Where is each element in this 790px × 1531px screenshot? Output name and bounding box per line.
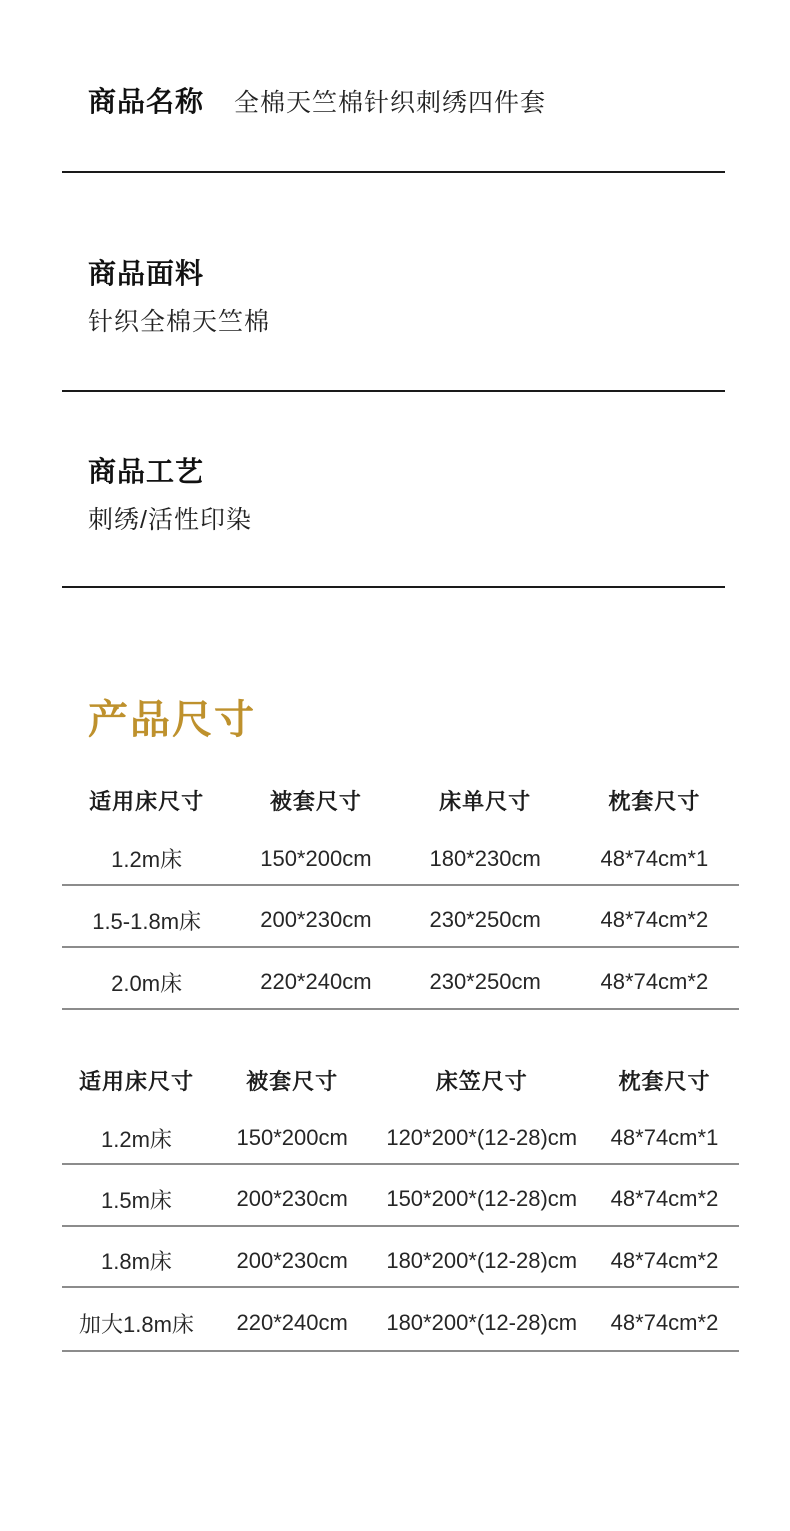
table-cell: 1.5m床 <box>101 1187 172 1213</box>
table-cell: 2.0m床 <box>111 970 183 996</box>
divider <box>62 390 725 392</box>
table-cell: 180*230cm <box>429 845 541 871</box>
table-row <box>62 886 739 948</box>
table-header-cell: 床笠尺寸 <box>435 1068 528 1094</box>
table-header-cell: 适用床尺寸 <box>78 1068 194 1094</box>
table-header-cell: 适用床尺寸 <box>89 788 205 814</box>
table-cell: 48*74cm*2 <box>600 907 709 932</box>
table-cell: 200*230cm <box>260 907 372 932</box>
table-cell: 150*200cm <box>260 845 372 871</box>
table-cell: 180*200*(12-28)cm <box>386 1310 578 1335</box>
table-header-cell: 枕套尺寸 <box>608 788 701 814</box>
table-header-row <box>62 1055 739 1105</box>
table-header-row <box>62 775 739 825</box>
table-cell: 48*74cm*1 <box>600 845 709 871</box>
fabric-label: 商品面料 <box>88 258 205 289</box>
table-cell: 220*240cm <box>260 969 372 994</box>
fabric-value: 针织全棉天竺棉 <box>88 308 271 336</box>
product-name-section <box>88 80 546 120</box>
product-name-value: 全棉天竺棉针织刺绣四件套 <box>234 89 547 117</box>
table-cell: 加大1.8m床 <box>79 1311 194 1337</box>
table-header-cell: 被套尺寸 <box>269 788 362 814</box>
table-cell: 1.2m床 <box>111 847 183 872</box>
size-table-sheet <box>62 775 739 1010</box>
divider <box>62 171 725 173</box>
table-row <box>62 948 739 1010</box>
table-cell: 150*200cm <box>236 1125 348 1150</box>
table-cell: 120*200*(12-28)cm <box>386 1125 578 1150</box>
table-cell: 1.8m床 <box>101 1249 172 1274</box>
table-cell: 1.5-1.8m床 <box>92 908 202 934</box>
craft-label: 商品工艺 <box>88 456 205 487</box>
table-cell: 200*230cm <box>236 1186 348 1211</box>
table-cell: 48*74cm*1 <box>610 1125 719 1150</box>
table-cell: 48*74cm*2 <box>600 969 709 994</box>
product-name-label: 商品名称 <box>88 86 205 117</box>
size-table-fitted <box>62 1055 739 1352</box>
table-row <box>62 1165 739 1227</box>
table-cell: 230*250cm <box>429 907 541 932</box>
table-cell: 150*200*(12-28)cm <box>386 1186 578 1211</box>
table-cell: 48*74cm*2 <box>610 1247 719 1273</box>
table-cell: 220*240cm <box>236 1310 348 1335</box>
craft-value: 刺绣/活性印染 <box>88 506 252 534</box>
table-header-cell: 被套尺寸 <box>246 1068 339 1094</box>
table-row <box>62 825 739 886</box>
divider <box>62 586 725 588</box>
table-row <box>62 1227 739 1288</box>
table-cell: 48*74cm*2 <box>610 1186 719 1211</box>
table-cell: 230*250cm <box>429 969 541 994</box>
table-cell: 48*74cm*2 <box>610 1310 719 1335</box>
table-row <box>62 1288 739 1352</box>
size-section-title: 产品尺寸 <box>88 698 256 742</box>
table-header-cell: 床单尺寸 <box>439 788 532 814</box>
table-header-cell: 枕套尺寸 <box>618 1068 711 1094</box>
table-cell: 180*200*(12-28)cm <box>386 1247 578 1273</box>
table-cell: 200*230cm <box>236 1247 348 1273</box>
table-cell: 1.2m床 <box>101 1126 172 1152</box>
table-row <box>62 1105 739 1165</box>
